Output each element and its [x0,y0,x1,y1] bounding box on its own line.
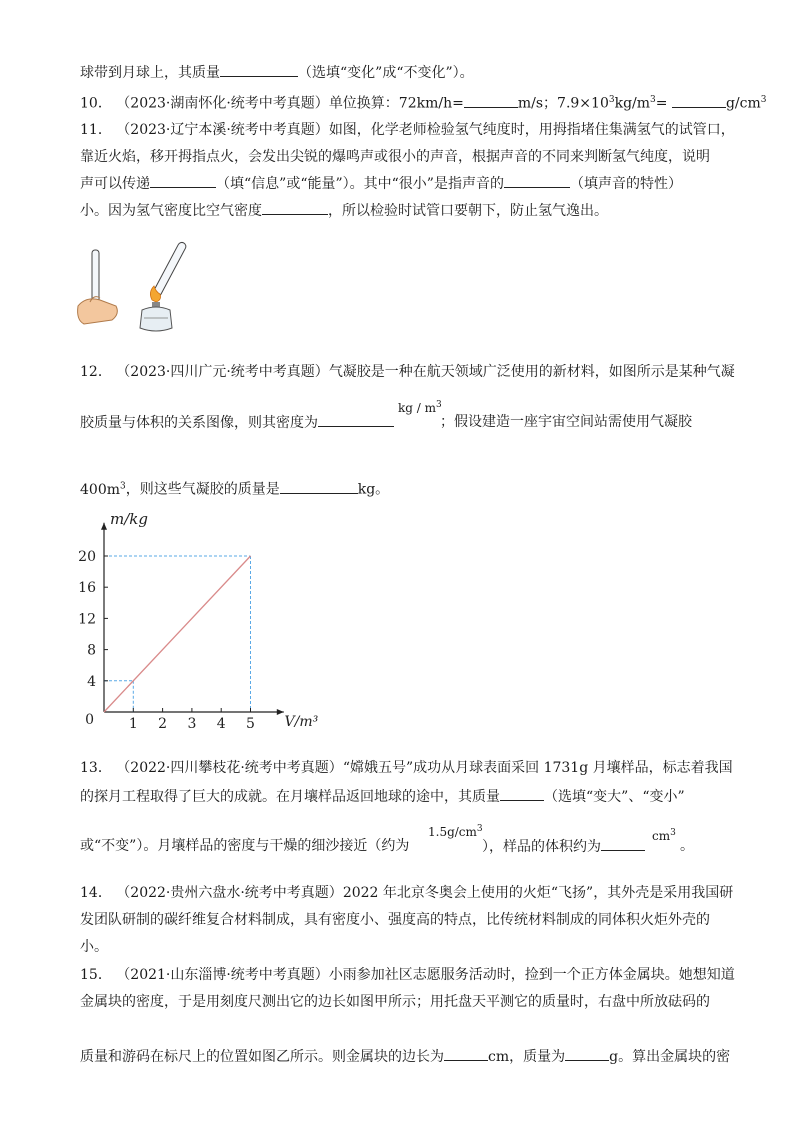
q15-line-2 [80,992,710,1012]
q10-text-4: = [655,95,668,112]
q13-density-exponent: 3 [476,824,483,834]
q11-source: （2023·辽宁本溪·统考中考真题） [116,122,329,138]
q9-text-before: 球带到月球上，其质量 [80,65,220,81]
q11-text-3b: （填“信息”或“能量”）。其中“很小”是指声音的 [216,176,504,192]
q14-text-3: 小。 [80,939,108,955]
q13-unit-text: cm [652,829,671,843]
q10-number: 10． [80,95,112,112]
hand-and-lamp-icon [76,236,186,336]
q11-line-3 [80,173,682,194]
q12-line-1 [80,362,735,382]
q14-line-3 [80,937,108,957]
q12-volume-text: 400m [80,481,120,498]
q9-tail-line [80,62,474,83]
q12-source: （2023·四川广元·统考中考真题） [116,364,329,380]
q11-text-2: 靠近火焰，移开拇指点火，会发出尖锐的爆鸣声或很小的声音，根据声音的不同来判断氢气纯度，说明 [80,149,710,165]
q12-volume [80,482,126,498]
q12-line-2b [440,412,692,432]
hydrogen-test-illustration [76,236,186,336]
q12-blank-2[interactable] [280,479,358,494]
data-line [104,556,251,712]
q13-text-2a: 的探月工程取得了巨大的成就。在月壤样品返回地球的途中，其质量 [80,789,500,805]
q13-text-2b: （选填“变大”、“变小” [544,789,685,805]
q13-line-1 [80,758,733,778]
mass-volume-chart [80,506,340,736]
q13-number: 13． [80,760,112,776]
q13-unit-exponent: 3 [670,828,676,838]
y-tick-label-12: 12 [78,611,96,628]
q13-text-3b: ），样品的体积约为 [482,839,601,855]
q15-text-4a: 质量和游码在标尺上的位置如图乙所示。则金属块的边长为 [80,1049,444,1065]
q10-exponent-2: 3 [650,95,656,105]
q11-blank-2[interactable] [504,173,570,188]
q10-exponent-1: 3 [608,95,615,105]
q11-text-4a: 小。因为氢气密度比空气密度 [80,203,262,219]
q15-text-4c: g。算出金属块的密 [609,1049,731,1065]
q13-density-value [428,824,483,839]
q14-text-1: 2022 年北京冬奥会上使用的火炬“飞扬”，其外壳是采用我国研 [342,885,734,901]
q13-line-3b [482,836,645,857]
q12-density-unit [398,400,442,415]
q14-text-2: 发团队研制的碳纤维复合材料制成，具有密度小、强度高的特点，比传统材料制成的同体积火炬外壳的 [80,912,710,928]
q15-text-1: 小雨参加社区志愿服务活动时，捡到一个正方体金属块。她想知道 [328,967,735,983]
q12-blank-1[interactable] [318,412,394,427]
y-tick-label-16: 16 [78,580,96,597]
q14-line-1 [80,883,733,903]
q10-text-1: 单位换算：72km/h= [328,95,464,112]
q12-text-3a: ，则这些气凝胶的质量是 [125,481,280,498]
q13-line-3c [680,836,694,856]
q10-blank-2[interactable] [672,93,726,108]
x-axis-arrow [277,709,284,715]
q14-line-2 [80,910,710,930]
q12-text-1: 气凝胶是一种在航天领域广泛使用的新材料，如图所示是某种气凝 [328,364,735,380]
x-tick-label-1: 1 [128,716,138,732]
q11-number: 11． [80,122,112,138]
q11-blank-1[interactable] [150,173,216,188]
q12-unit-exponent: 3 [436,400,442,410]
x-tick-label-4: 4 [216,716,226,732]
y-tick-label-20: 20 [78,549,96,565]
y-tick-label-8: 8 [87,642,96,659]
q15-text-2: 金属块的密度，于是用刻度尺测出它的边长如图甲所示；用托盘天平测它的质量时，右盘中所放砝码的 [80,994,710,1010]
q10-text-2: m/s；7.9×10 [517,95,609,112]
q15-source: （2021·山东淄博·统考中考真题） [116,967,329,983]
x-axis-label: V/m³ [284,714,319,730]
q15-text-4b: cm，质量为 [488,1049,566,1065]
q13-blank-2[interactable] [601,836,645,851]
q12-text-3b: kg。 [357,481,390,498]
q9-answer-blank[interactable] [220,62,298,77]
q13-blank-1[interactable] [500,786,544,801]
q12-number: 12． [80,364,112,380]
q10-text-3: kg/m [614,95,651,112]
q10-exponent-3: 3 [760,95,767,105]
q13-text-3c: 。 [680,838,694,854]
x-tick-label-3: 3 [187,716,197,732]
q13-line-2 [80,786,685,807]
mass-volume-chart-svg [80,506,340,736]
y-tick-label-4: 4 [87,673,96,690]
q13-density-text: 1.5g/cm [428,825,477,839]
q14-source: （2022·贵州六盘水·统考中考真题） [116,885,343,901]
q15-blank-1[interactable] [444,1046,488,1061]
q11-line-4 [80,200,608,221]
q13-volume-unit [652,828,676,843]
q15-blank-2[interactable] [565,1046,609,1061]
origin-label: 0 [85,712,94,728]
q15-number: 15． [80,967,112,983]
q13-source: （2022·四川攀枝花·统考中考真题） [116,760,343,776]
x-tick-label-2: 2 [158,716,168,732]
q12-text-2a: 胶质量与体积的关系图像，则其密度为 [80,415,318,431]
q9-text-after: （选填“变化”成“不变化”）。 [298,65,474,81]
question-10 [80,90,766,114]
q11-line-1 [80,120,735,140]
q12-line-3 [80,476,389,500]
q10-text-5: g/cm [725,95,761,112]
q10-blank-1[interactable] [464,93,518,108]
x-tick-label-5: 5 [246,716,255,732]
q13-text-1: “嫦娥五号”成功从月球表面采回 1731g 月壤样品，标志着我国 [342,760,733,776]
q11-blank-3[interactable] [262,200,328,215]
q12-unit-text: kg / m [398,401,437,415]
q11-line-2 [80,147,710,167]
y-axis-label: m/kg [110,510,148,528]
q11-text-3c: （填声音的特性） [569,176,682,192]
q12-text-2b: ；假设建造一座宇宙空间站需使用气凝胶 [440,414,692,430]
q14-number: 14． [80,885,112,901]
q15-line-4 [80,1046,730,1067]
y-axis-arrow [101,523,107,530]
q15-line-1 [80,965,735,985]
q10-source: （2023·湖南怀化·统考中考真题） [116,95,329,112]
q13-line-3 [80,836,409,856]
q11-text-1: 如图，化学老师检验氢气纯度时，用拇指堵住集满氢气的试管口， [328,122,735,138]
q11-text-3a: 声可以传递 [80,176,150,192]
q12-line-2 [80,412,394,433]
q11-text-4b: ，所以检验时试管口要朝下，防止氢气逸出。 [328,203,608,219]
q13-text-3a: 或“不变”）。月壤样品的密度与干燥的细沙接近（约为 [80,838,410,854]
q12-volume-exponent: 3 [120,481,126,491]
